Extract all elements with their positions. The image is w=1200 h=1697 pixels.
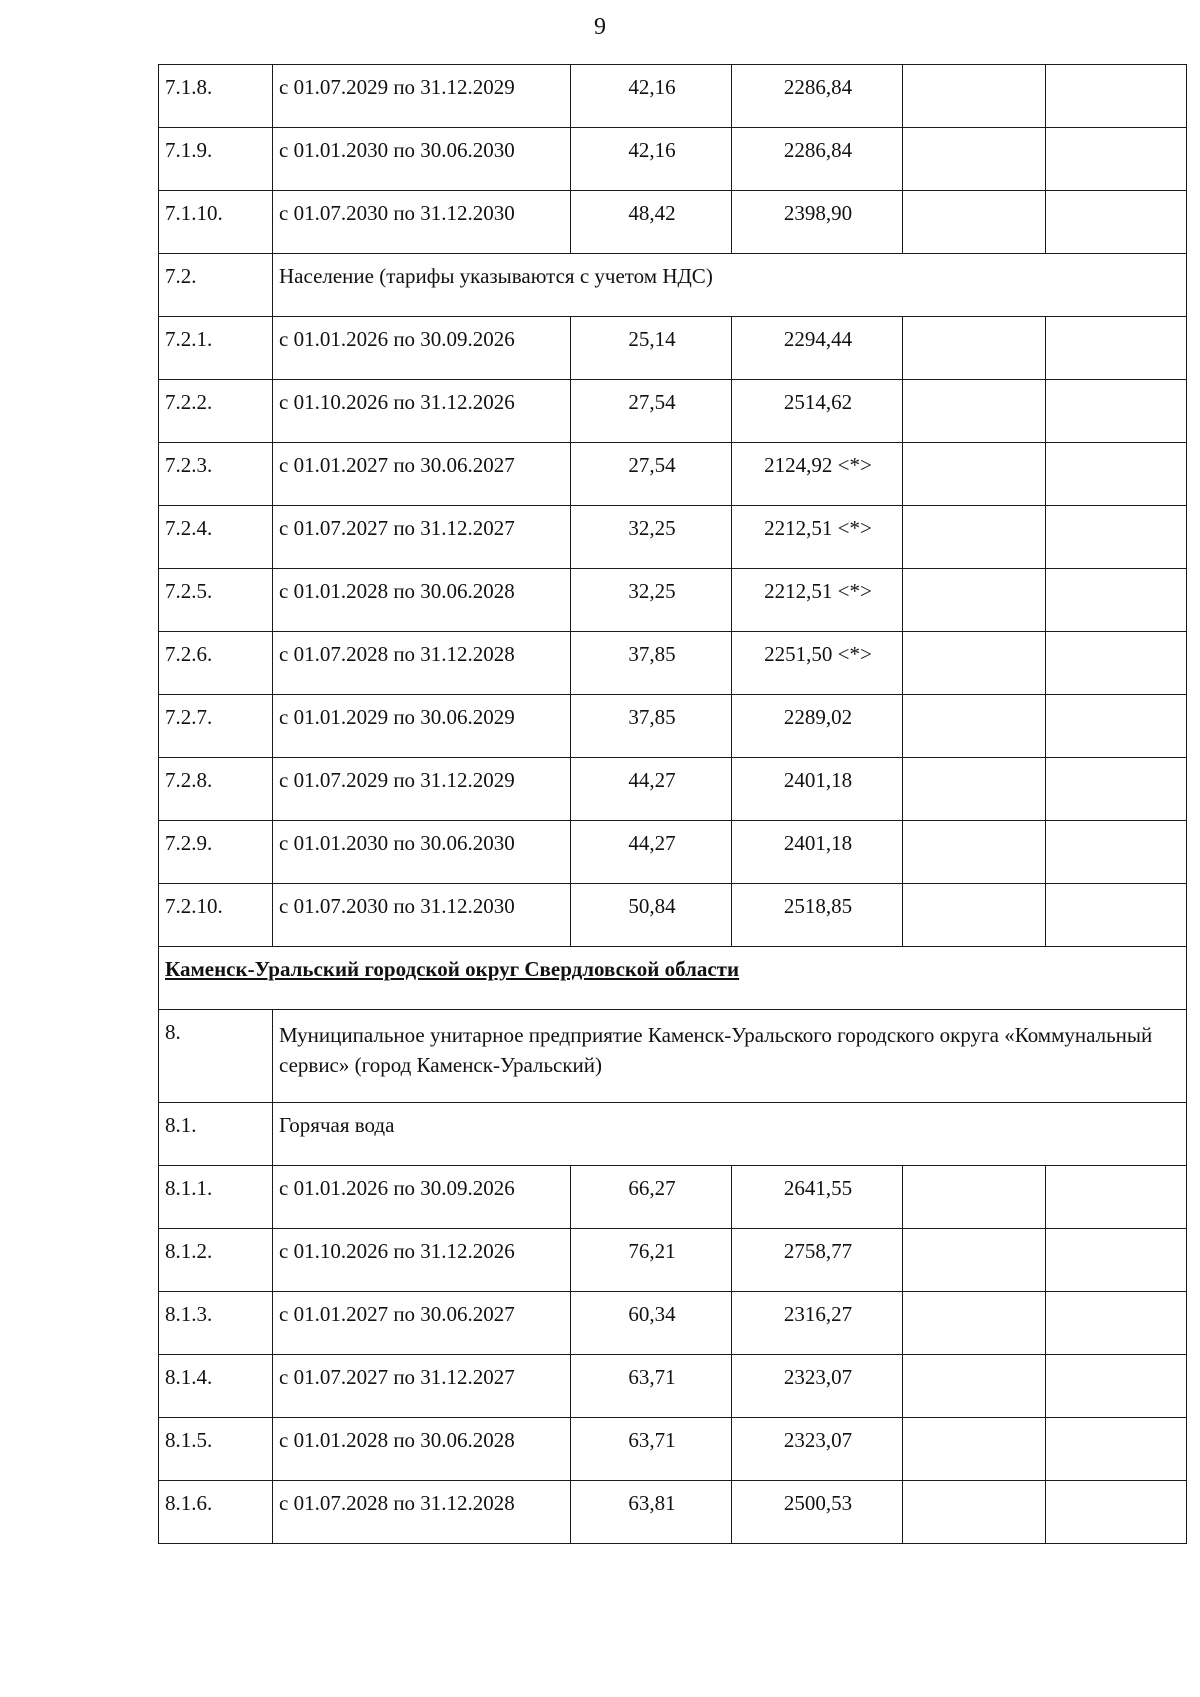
empty-cell [1046, 1229, 1187, 1292]
empty-cell [903, 1229, 1046, 1292]
tariff-row [159, 632, 1187, 695]
row-number: 8.1.2. [159, 1229, 273, 1292]
empty-cell [903, 191, 1046, 254]
empty-cell [1046, 758, 1187, 821]
value-cell: 2401,18 [732, 821, 903, 884]
tariff-row [159, 884, 1187, 947]
tariff-row [159, 1418, 1187, 1481]
empty-cell [903, 380, 1046, 443]
value-cell: 2401,18 [732, 758, 903, 821]
tariff-row [159, 65, 1187, 128]
period-cell: с 01.07.2028 по 31.12.2028 [273, 1481, 571, 1544]
tariff-row [159, 569, 1187, 632]
row-number: 7.2.1. [159, 317, 273, 380]
value-cell: 2641,55 [732, 1166, 903, 1229]
empty-cell [1046, 1166, 1187, 1229]
empty-cell [1046, 1355, 1187, 1418]
empty-cell [903, 569, 1046, 632]
section-title: Население (тарифы указываются с учетом НДС) [273, 254, 1187, 317]
row-number: 8. [159, 1010, 273, 1103]
rate-cell: 42,16 [571, 65, 732, 128]
empty-cell [903, 821, 1046, 884]
value-cell: 2518,85 [732, 884, 903, 947]
rate-cell: 66,27 [571, 1166, 732, 1229]
empty-cell [903, 65, 1046, 128]
period-cell: с 01.07.2029 по 31.12.2029 [273, 758, 571, 821]
region-title: Каменск-Уральский городской округ Свердловской области [159, 947, 1187, 1010]
section-row [159, 254, 1187, 317]
empty-cell [903, 758, 1046, 821]
tariff-row [159, 1481, 1187, 1544]
row-number: 8.1.6. [159, 1481, 273, 1544]
rate-cell: 42,16 [571, 128, 732, 191]
empty-cell [1046, 128, 1187, 191]
value-cell: 2212,51 <*> [732, 569, 903, 632]
period-cell: с 01.01.2027 по 30.06.2027 [273, 1292, 571, 1355]
value-cell: 2514,62 [732, 380, 903, 443]
period-cell: с 01.01.2030 по 30.06.2030 [273, 821, 571, 884]
section-row [159, 1103, 1187, 1166]
tariff-row [159, 695, 1187, 758]
value-cell: 2251,50 <*> [732, 632, 903, 695]
rate-cell: 63,71 [571, 1355, 732, 1418]
empty-cell [1046, 443, 1187, 506]
rate-cell: 27,54 [571, 380, 732, 443]
rate-cell: 44,27 [571, 821, 732, 884]
period-cell: с 01.07.2029 по 31.12.2029 [273, 65, 571, 128]
empty-cell [1046, 65, 1187, 128]
rate-cell: 37,85 [571, 632, 732, 695]
empty-cell [1046, 884, 1187, 947]
period-cell: с 01.01.2028 по 30.06.2028 [273, 1418, 571, 1481]
tariff-row [159, 191, 1187, 254]
value-cell: 2294,44 [732, 317, 903, 380]
value-cell: 2286,84 [732, 65, 903, 128]
tariff-row [159, 1166, 1187, 1229]
row-number: 7.1.8. [159, 65, 273, 128]
tariff-row [159, 1292, 1187, 1355]
empty-cell [903, 695, 1046, 758]
tariff-row [159, 506, 1187, 569]
rate-cell: 32,25 [571, 506, 732, 569]
empty-cell [1046, 506, 1187, 569]
empty-cell [903, 128, 1046, 191]
region-row [159, 947, 1187, 1010]
empty-cell [1046, 1418, 1187, 1481]
rate-cell: 44,27 [571, 758, 732, 821]
period-cell: с 01.07.2028 по 31.12.2028 [273, 632, 571, 695]
empty-cell [1046, 821, 1187, 884]
section-title: Горячая вода [273, 1103, 1187, 1166]
row-number: 7.2.2. [159, 380, 273, 443]
empty-cell [1046, 632, 1187, 695]
row-number: 7.2.9. [159, 821, 273, 884]
period-cell: с 01.01.2026 по 30.09.2026 [273, 317, 571, 380]
tariff-row [159, 128, 1187, 191]
row-number: 8.1. [159, 1103, 273, 1166]
value-cell: 2289,02 [732, 695, 903, 758]
period-cell: с 01.01.2029 по 30.06.2029 [273, 695, 571, 758]
rate-cell: 63,81 [571, 1481, 732, 1544]
value-cell: 2323,07 [732, 1355, 903, 1418]
empty-cell [903, 506, 1046, 569]
row-number: 7.2.6. [159, 632, 273, 695]
tariff-row [159, 758, 1187, 821]
row-number: 7.1.10. [159, 191, 273, 254]
tariff-row [159, 1355, 1187, 1418]
rate-cell: 60,34 [571, 1292, 732, 1355]
empty-cell [1046, 1292, 1187, 1355]
row-number: 8.1.1. [159, 1166, 273, 1229]
tariff-row [159, 821, 1187, 884]
rate-cell: 25,14 [571, 317, 732, 380]
period-cell: с 01.01.2030 по 30.06.2030 [273, 128, 571, 191]
period-cell: с 01.10.2026 по 31.12.2026 [273, 380, 571, 443]
value-cell: 2124,92 <*> [732, 443, 903, 506]
empty-cell [903, 1418, 1046, 1481]
value-cell: 2398,90 [732, 191, 903, 254]
row-number: 7.2.10. [159, 884, 273, 947]
empty-cell [903, 1481, 1046, 1544]
period-cell: с 01.07.2027 по 31.12.2027 [273, 506, 571, 569]
empty-cell [1046, 695, 1187, 758]
value-cell: 2286,84 [732, 128, 903, 191]
period-cell: с 01.10.2026 по 31.12.2026 [273, 1229, 571, 1292]
rate-cell: 27,54 [571, 443, 732, 506]
value-cell: 2212,51 <*> [732, 506, 903, 569]
row-number: 7.1.9. [159, 128, 273, 191]
empty-cell [1046, 380, 1187, 443]
row-number: 7.2.4. [159, 506, 273, 569]
value-cell: 2316,27 [732, 1292, 903, 1355]
rate-cell: 76,21 [571, 1229, 732, 1292]
period-cell: с 01.01.2026 по 30.09.2026 [273, 1166, 571, 1229]
row-number: 8.1.5. [159, 1418, 273, 1481]
row-number: 7.2.5. [159, 569, 273, 632]
organization-row [159, 1010, 1187, 1103]
period-cell: с 01.01.2028 по 30.06.2028 [273, 569, 571, 632]
rate-cell: 63,71 [571, 1418, 732, 1481]
empty-cell [903, 317, 1046, 380]
period-cell: с 01.01.2027 по 30.06.2027 [273, 443, 571, 506]
empty-cell [903, 884, 1046, 947]
rate-cell: 32,25 [571, 569, 732, 632]
value-cell: 2500,53 [732, 1481, 903, 1544]
row-number: 7.2.8. [159, 758, 273, 821]
tariff-row [159, 380, 1187, 443]
empty-cell [903, 443, 1046, 506]
period-cell: с 01.07.2027 по 31.12.2027 [273, 1355, 571, 1418]
page-number: 9 [594, 14, 606, 40]
rate-cell: 37,85 [571, 695, 732, 758]
empty-cell [1046, 317, 1187, 380]
rate-cell: 50,84 [571, 884, 732, 947]
row-number: 7.2. [159, 254, 273, 317]
organization-name: Муниципальное унитарное предприятие Каменск-Уральского городского округа «Коммунальный сервис» (город Каменск-Уральский) [273, 1010, 1187, 1103]
empty-cell [903, 1292, 1046, 1355]
empty-cell [903, 1166, 1046, 1229]
empty-cell [903, 632, 1046, 695]
tariff-row [159, 317, 1187, 380]
value-cell: 2323,07 [732, 1418, 903, 1481]
empty-cell [1046, 569, 1187, 632]
period-cell: с 01.07.2030 по 31.12.2030 [273, 191, 571, 254]
empty-cell [1046, 191, 1187, 254]
rate-cell: 48,42 [571, 191, 732, 254]
row-number: 8.1.4. [159, 1355, 273, 1418]
empty-cell [1046, 1481, 1187, 1544]
empty-cell [903, 1355, 1046, 1418]
row-number: 7.2.3. [159, 443, 273, 506]
tariff-row [159, 443, 1187, 506]
tariff-table [158, 64, 1187, 1544]
row-number: 7.2.7. [159, 695, 273, 758]
row-number: 8.1.3. [159, 1292, 273, 1355]
period-cell: с 01.07.2030 по 31.12.2030 [273, 884, 571, 947]
value-cell: 2758,77 [732, 1229, 903, 1292]
tariff-row [159, 1229, 1187, 1292]
